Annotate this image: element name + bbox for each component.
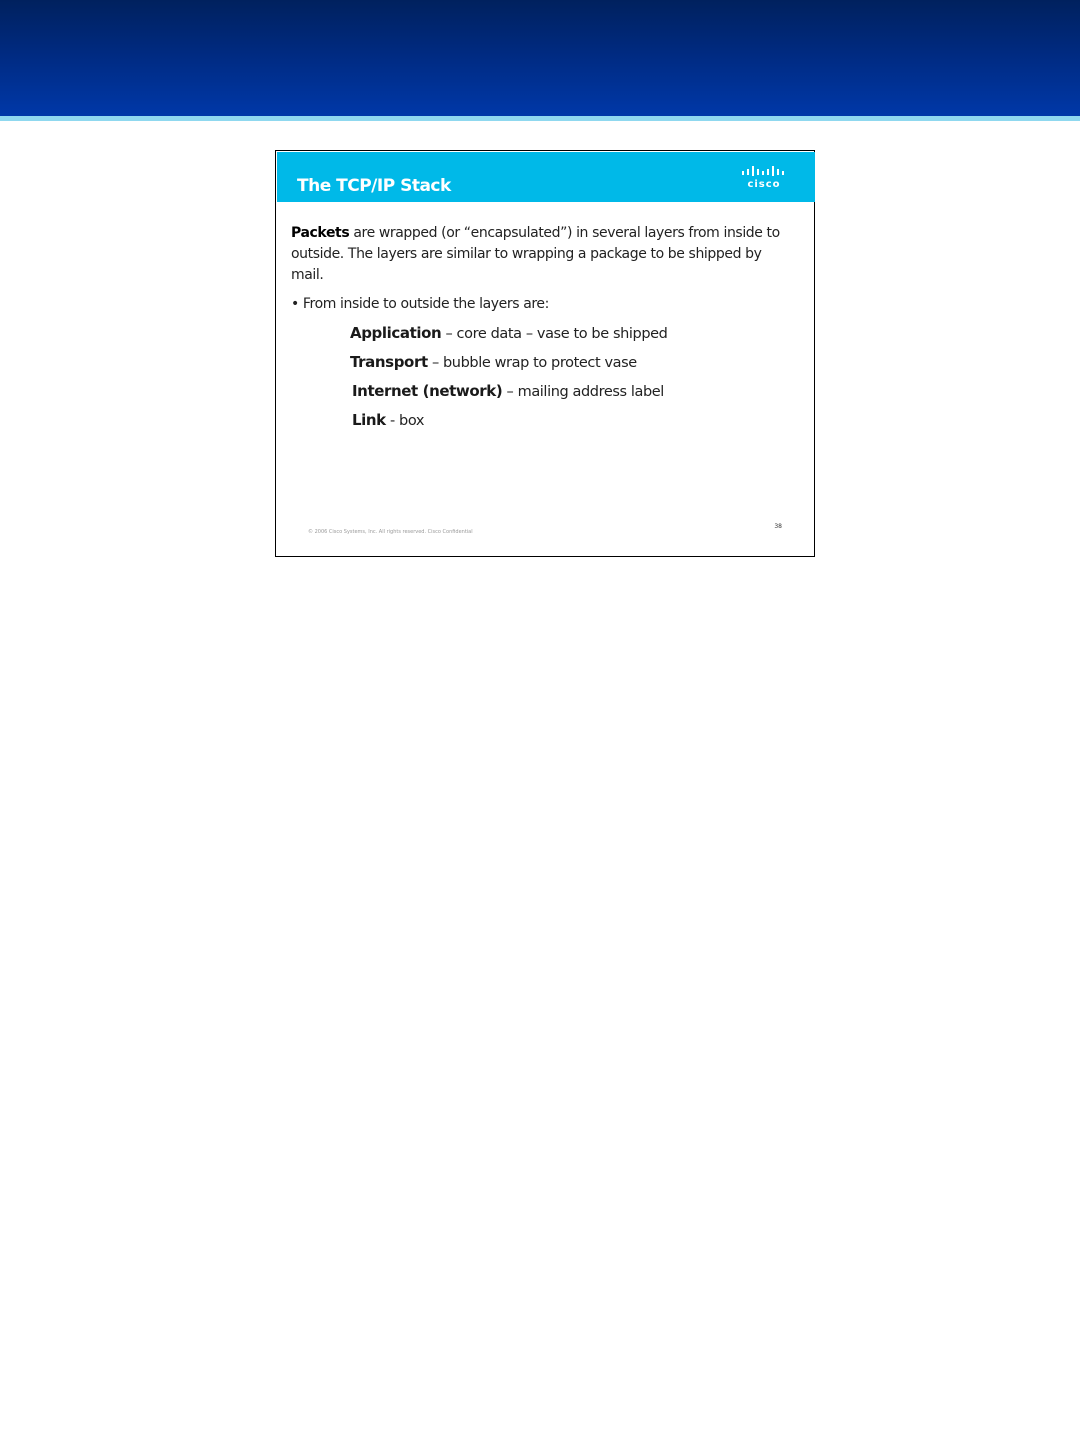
slide-body — [291, 223, 796, 314]
cisco-bars-icon — [741, 166, 787, 178]
layer-desc: - box — [385, 413, 425, 429]
slide-number: 38 — [774, 523, 782, 530]
layer-item — [350, 408, 667, 437]
intro-text: are wrapped (or “encapsulated”) in several layers from inside to outside. The layers are similar to wrapping a package to be shipped by mail. — [291, 225, 780, 283]
slide-footer: © 2006 Cisco Systems, Inc. All rights reserved. Cisco Confidential — [308, 529, 473, 535]
slide-header — [277, 152, 815, 202]
intro-paragraph — [291, 223, 796, 286]
layer-name: Transport — [350, 353, 428, 371]
cisco-wordmark: cisco — [747, 179, 781, 190]
layer-name: Application — [350, 324, 442, 342]
layer-name: Link — [352, 411, 386, 429]
layer-desc: – core data – vase to be shipped — [441, 326, 668, 342]
layer-desc: – mailing address label — [502, 384, 664, 400]
slide-thumbnail — [275, 150, 815, 557]
banner-stripe — [0, 116, 1080, 121]
layer-item — [350, 379, 667, 408]
layer-item — [350, 321, 667, 350]
cisco-logo — [739, 166, 789, 194]
slide-title: The TCP/IP Stack — [297, 176, 451, 196]
layer-list — [350, 321, 667, 437]
layer-desc: – bubble wrap to protect vase — [427, 355, 637, 371]
top-banner — [0, 0, 1080, 116]
intro-bold-term: Packets — [291, 225, 350, 241]
layer-item — [350, 350, 667, 379]
layer-name: Internet (network) — [352, 382, 503, 400]
bullet-line: • From inside to outside the layers are: — [291, 296, 549, 312]
